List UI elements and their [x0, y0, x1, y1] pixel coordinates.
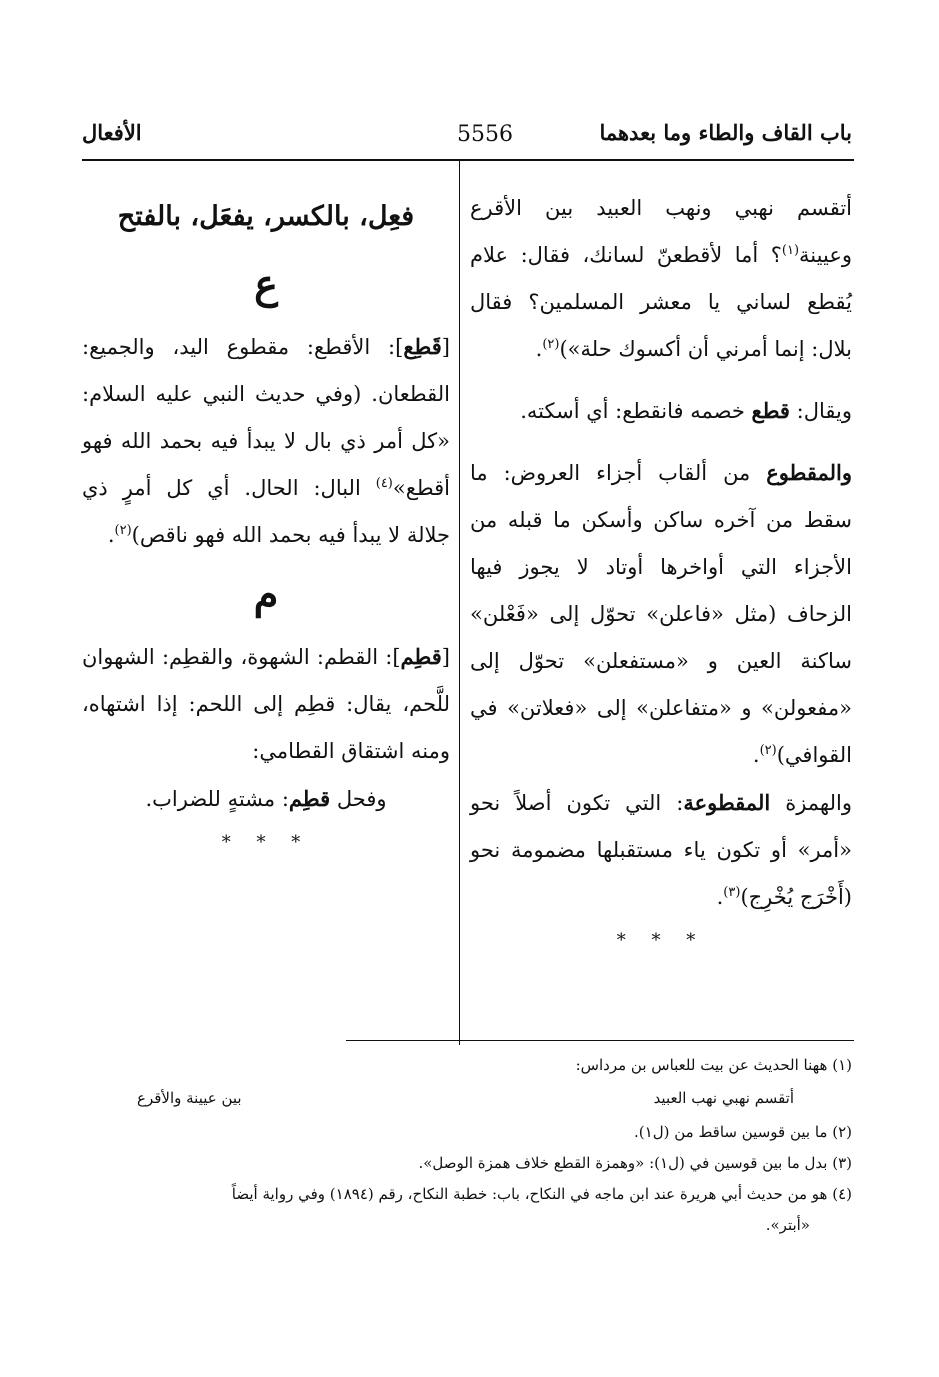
text-span: من ألقاب أجزاء العروض: ما سقط من آخره ساكن وأسكن ما قبله من الأجزاء التي أواخرها أوتاد لا يجوز فيها الزحاف (مثل «فاعلن» تحوّل إلى «فَعْلن» ساكنة العين و «مستفعلن» تحوّل إلى «مفعولن» و «متفاعلن» إلى «فعلاتن» في القوافي): [470, 461, 852, 767]
text-span: ويقال:: [796, 399, 852, 423]
footnote-3: (٣) بدل ما بين قوسين في (ل١): «وهمزة القطع خلاف همزة الوصل».: [418, 1154, 852, 1172]
header-rule: [82, 159, 854, 161]
running-title-section: الأفعال: [82, 120, 142, 145]
footnote-ref: (٣): [723, 885, 741, 900]
text-span: والهمزة: [785, 791, 852, 815]
entry-qati: [82, 323, 450, 559]
bracket: [: [441, 645, 450, 669]
text-span: البال: الحال. أي كل أمرٍ ذي جلالة لا يبدأ فيه بحمد الله فهو ناقص): [82, 476, 450, 547]
text-span: أتقسم نهبي ونهب العبيد بين الأقرع وعيينة: [470, 196, 852, 267]
verse-first-hemistich: أتقسم نهبي نهب العبيد: [653, 1089, 794, 1107]
entry-hamza-maqtua: [470, 779, 852, 921]
right-column: [470, 185, 852, 961]
entry-maqtu: [470, 449, 852, 779]
text-span: خصمه فانقطع: أي أسكته.: [520, 399, 745, 423]
headword: قَطِع: [403, 334, 442, 359]
page-header: [82, 118, 852, 158]
headword: قطع: [751, 398, 790, 423]
footnote-ref: (٢): [114, 523, 132, 538]
text-span: : مشتهٍ للضراب.: [145, 787, 289, 811]
bracket: ]: [395, 335, 404, 359]
text-span: : التي تكون أصلاً نحو «أمر» أو تكون ياء مستقبلها مضمومة نحو (أَخْرَج يُخْرِج): [470, 791, 852, 909]
footnote-ref: (٢): [542, 337, 560, 352]
footnote-4-continuation: «أبتر».: [765, 1216, 810, 1234]
text-span: وفحل: [336, 787, 387, 811]
footnote-rule: [346, 1040, 854, 1041]
headword: قطِم: [400, 644, 442, 669]
page-number: 5556: [457, 122, 513, 147]
left-column: [82, 185, 450, 863]
entry-fahl-qatim: [82, 775, 450, 823]
footnotes: [82, 1050, 852, 1241]
section-separator: * * *: [221, 832, 311, 853]
footnote-2: (٢) ما بين قوسين ساقط من (ل١).: [634, 1123, 852, 1141]
footnote-ref: (٤): [375, 476, 393, 491]
headword: قطِم: [288, 786, 331, 811]
entry-qata-khasm: [470, 387, 852, 435]
text-span: .: [535, 337, 543, 361]
text-span: .: [107, 523, 115, 547]
bracket: ]: [392, 645, 401, 669]
text-span: : القطم: الشهوة، والقطِم: الشهوان للَّحم، يقال: قطِم إلى اللحم: إذا اشتهاه، ومنه اشتقاق القطامي:: [82, 645, 450, 763]
footnote-verse: [82, 1081, 852, 1117]
letter-heading-ain: ع: [254, 261, 278, 308]
text-span: : الأقطع: مقطوع اليد، والجميع: القطعان. (وفي حديث النبي عليه السلام: «كل أمر ذي بال لا يبدأ فيه بحمد الله فهو أقطع»: [82, 335, 450, 500]
text-span: ؟ أما لأقطعنّ لسانك، فقال: علام يُقطع لساني يا معشر المسلمين؟ فقال بلال: إنما أمرني أن أكسوك حلة»): [470, 243, 852, 361]
verse-second-hemistich: بين عيينة والأقرع: [137, 1089, 242, 1107]
footnote-1: (١) ههنا الحديث عن بيت للعباس بن مرداس:: [575, 1056, 852, 1074]
text-span: .: [752, 743, 760, 767]
headword: والمقطوع: [766, 460, 852, 485]
column-divider: [459, 160, 460, 1045]
text-span: .: [716, 885, 724, 909]
entry-qatim: [82, 633, 450, 775]
footnote-ref: (١): [781, 243, 800, 258]
footnote-ref: (٢): [759, 743, 777, 758]
section-separator: * * *: [616, 930, 706, 951]
running-title-chapter: باب القاف والطاء وما بعدهما: [599, 120, 852, 145]
hadith-continuation: [470, 185, 852, 373]
letter-heading-mim: م: [253, 571, 279, 618]
section-heading: فعِل، بالكسر، يفعَل، بالفتح: [117, 201, 415, 232]
bracket: [: [441, 335, 450, 359]
headword: المقطوعة: [683, 790, 771, 815]
footnote-4: (٤) هو من حديث أبي هريرة عند ابن ماجه في النكاح، باب: خطبة النكاح، رقم (١٨٩٤) وفي رواية أيضاً: [231, 1185, 852, 1203]
